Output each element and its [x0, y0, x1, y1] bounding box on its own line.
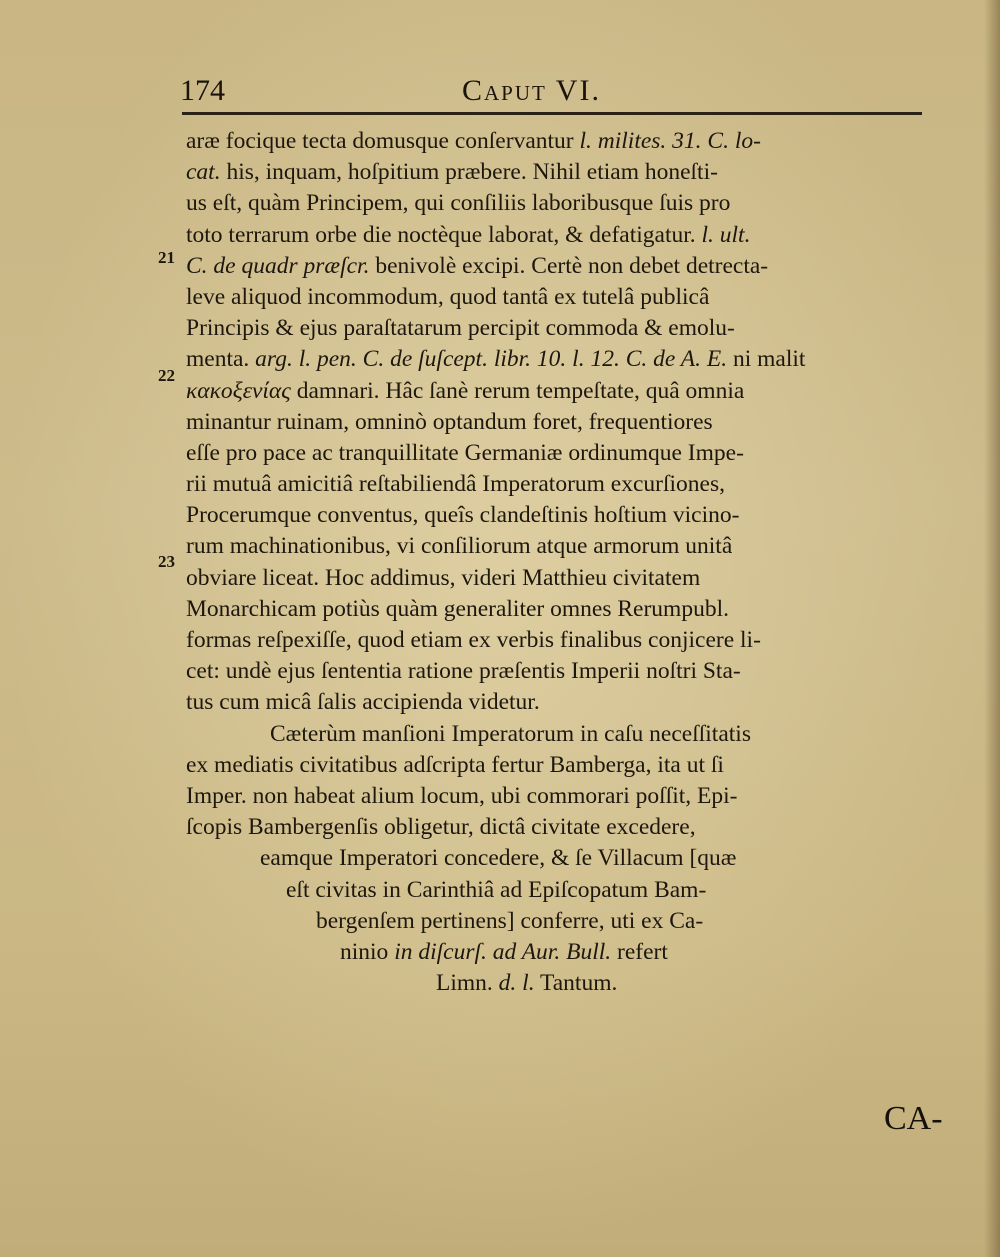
text-line: rum machinationibus, vi conſiliorum atque armorum unitâ	[186, 533, 733, 560]
text-line: κακοξενίας damnari. Hâc ſanè rerum tempeſtate, quâ omnia	[186, 377, 745, 404]
taper-line: ninio in diſcurſ. ad Aur. Bull. refert	[340, 938, 668, 965]
text-line: Imper. non habeat alium locum, ubi commorari poſſit, Epi-	[186, 782, 738, 809]
text-line: ſcopis Bambergenſis obligetur, dictâ civitate excedere,	[186, 814, 696, 841]
page-header	[0, 74, 1000, 124]
header-rule	[182, 112, 922, 115]
text-line: rii mutuâ amicitiâ reſtabiliendâ Imperatorum excurſiones,	[186, 471, 725, 498]
catchword: CA-	[884, 1100, 943, 1137]
text-line: Monarchicam potiùs quàm generaliter omnes Rerumpubl.	[186, 595, 729, 622]
citation: l. ult.	[701, 221, 751, 248]
text-line: us eſt, quàm Principem, qui conſiliis laboribusque ſuis pro	[186, 190, 731, 217]
citation: C. de quadr præſcr.	[186, 252, 370, 279]
text-line: C. de quadr præſcr. benivolè excipi. Certè non debet detrecta-	[186, 252, 769, 279]
citation: in diſcurſ. ad Aur. Bull.	[394, 938, 612, 965]
citation: cat.	[186, 159, 221, 186]
text-line: formas reſpexiſſe, quod etiam ex verbis finalibus conjicere li-	[186, 627, 761, 653]
text-line: leve aliquod incommodum, quod tantâ ex tutelâ publicâ	[186, 283, 710, 310]
page-number: 174	[180, 74, 225, 107]
text-line: eſſe pro pace ac tranquillitate Germaniæ ordinumque Impe-	[186, 439, 744, 466]
citation: l. milites. 31. C. lo-	[579, 128, 761, 154]
taper-line: eſt civitas in Carinthiâ ad Epiſcopatum Bam-	[286, 876, 707, 903]
body-text	[186, 126, 936, 999]
running-title: Caput VI.	[462, 74, 601, 107]
text-line: obviare liceat. Hoc addimus, videri Matthieu civitatem	[186, 564, 701, 591]
text-line: cat. his, inquam, hoſpitium præbere. Nihil etiam honeſti-	[186, 159, 718, 186]
citation: d. l.	[498, 970, 535, 997]
citation: arg. l. pen. C. de ſuſcept. libr. 10. l. 12. C. de A. E.	[255, 346, 728, 373]
text-line: Principis & ejus paraſtatarum percipit commoda & emolu-	[186, 315, 735, 342]
text-line: Procerumque conventus, queîs clandeſtinis hoſtium vicino-	[186, 502, 740, 529]
text-line: cet: undè ejus ſententia ratione præſentis Imperii noſtri Sta-	[186, 658, 741, 685]
text-line: minantur ruinam, omninò optandum foret, frequentiores	[186, 408, 713, 435]
text-line: menta. arg. l. pen. C. de ſuſcept. libr. 10. l. 12. C. de A. E. ni malit	[186, 346, 806, 373]
text-line: tus cum micâ ſalis accipienda videtur.	[186, 689, 540, 716]
taper-line: eamque Imperatori concedere, & ſe Villacum [quæ	[260, 845, 737, 872]
margin-note-22: 22	[158, 366, 175, 385]
page-edge-shadow	[984, 0, 1000, 1257]
taper-line: Limn. d. l. Tantum.	[436, 970, 618, 997]
margin-note-23: 23	[158, 552, 175, 571]
greek-word: κακοξενίας	[186, 377, 291, 404]
text-line: aræ focique tecta domusque conſervantur l. milites. 31. C. lo-	[186, 128, 761, 154]
margin-note-21: 21	[158, 248, 175, 267]
text-line: ex mediatis civitatibus adſcripta fertur Bamberga, ita ut ſi	[186, 751, 724, 778]
paragraph-start-line: Cæterùm manſioni Imperatorum in caſu neceſſitatis	[270, 720, 751, 747]
text-line: toto terrarum orbe die noctèque laborat, & defatigatur. l. ult.	[186, 221, 751, 248]
taper-line: bergenſem pertinens] conferre, uti ex Ca-	[316, 907, 704, 934]
